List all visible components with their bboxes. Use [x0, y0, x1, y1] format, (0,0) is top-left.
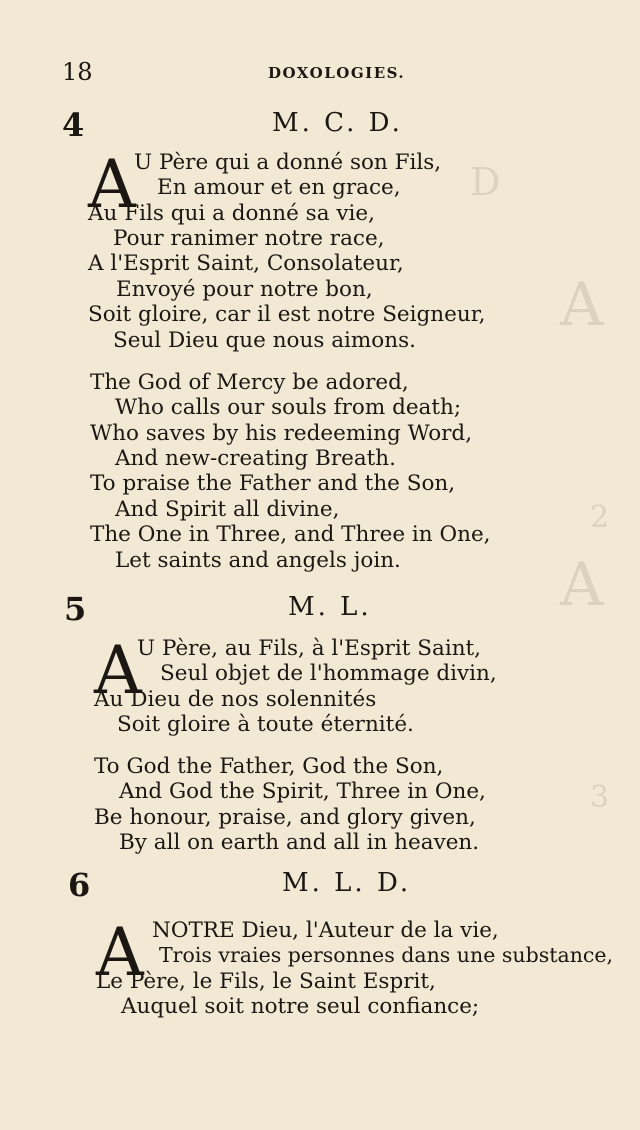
running-head: DOXOLOGIES. [268, 64, 406, 82]
drop-cap: A [96, 914, 144, 991]
verse-line: Soit gloire, car il est notre Seigneur, [88, 302, 486, 327]
bleed-through: 3 [590, 780, 610, 815]
hymn-meter: M. L. D. [282, 868, 412, 898]
bleed-through: D [470, 160, 501, 204]
verse-line: NOTRE Dieu, l'Auteur de la vie, [152, 918, 499, 943]
verse-line: The God of Mercy be adored, [90, 370, 409, 395]
verse-line: Seul objet de l'hommage divin, [160, 661, 497, 686]
bleed-through: 2 [590, 500, 610, 535]
verse-line: U Père qui a donné son Fils, [134, 150, 442, 175]
verse-line: Who saves by his redeeming Word, [90, 421, 473, 446]
verse-line: And new-creating Breath. [115, 446, 396, 471]
drop-cap: A [88, 146, 136, 223]
drop-cap: A [94, 632, 142, 709]
verse-line: Envoyé pour notre bon, [116, 277, 373, 302]
hymn-number: 6 [68, 866, 91, 904]
verse-line: Au Dieu de nos solennités [94, 687, 377, 712]
hymn-number: 5 [64, 590, 87, 628]
verse-line: Au Fils qui a donné sa vie, [88, 201, 375, 226]
verse-line: To God the Father, God the Son, [94, 754, 444, 779]
verse-line: The One in Three, and Three in One, [90, 522, 491, 547]
verse-line: By all on earth and all in heaven. [119, 830, 480, 855]
verse-line: Seul Dieu que nous aimons. [113, 328, 416, 353]
hymn-meter: M. L. [288, 592, 372, 622]
verse-line: Trois vraies personnes dans une substance, [159, 943, 614, 967]
hymn-meter: M. C. D. [272, 108, 403, 138]
verse-line: U Père, au Fils, à l'Esprit Saint, [137, 636, 482, 661]
verse-line: Auquel soit notre seul confiance; [121, 994, 480, 1019]
verse-line: A l'Esprit Saint, Consolateur, [88, 251, 404, 276]
verse-line: Pour ranimer notre race, [113, 226, 385, 251]
hymn-number: 4 [62, 106, 85, 144]
page-number: 18 [62, 58, 93, 86]
verse-line: Who calls our souls from death; [115, 395, 462, 420]
bleed-through: A [560, 550, 604, 620]
verse-line: And God the Spirit, Three in One, [119, 779, 486, 804]
verse-line: Let saints and angels join. [115, 548, 401, 573]
verse-line: Le Père, le Fils, le Saint Esprit, [96, 969, 436, 994]
verse-line: Be honour, praise, and glory given, [94, 805, 476, 830]
verse-line: Soit gloire à toute éternité. [117, 712, 414, 737]
bleed-through: A [560, 270, 604, 340]
verse-line: En amour et en grace, [157, 175, 401, 200]
verse-line: And Spirit all divine, [115, 497, 340, 522]
verse-line: To praise the Father and the Son, [90, 471, 456, 496]
